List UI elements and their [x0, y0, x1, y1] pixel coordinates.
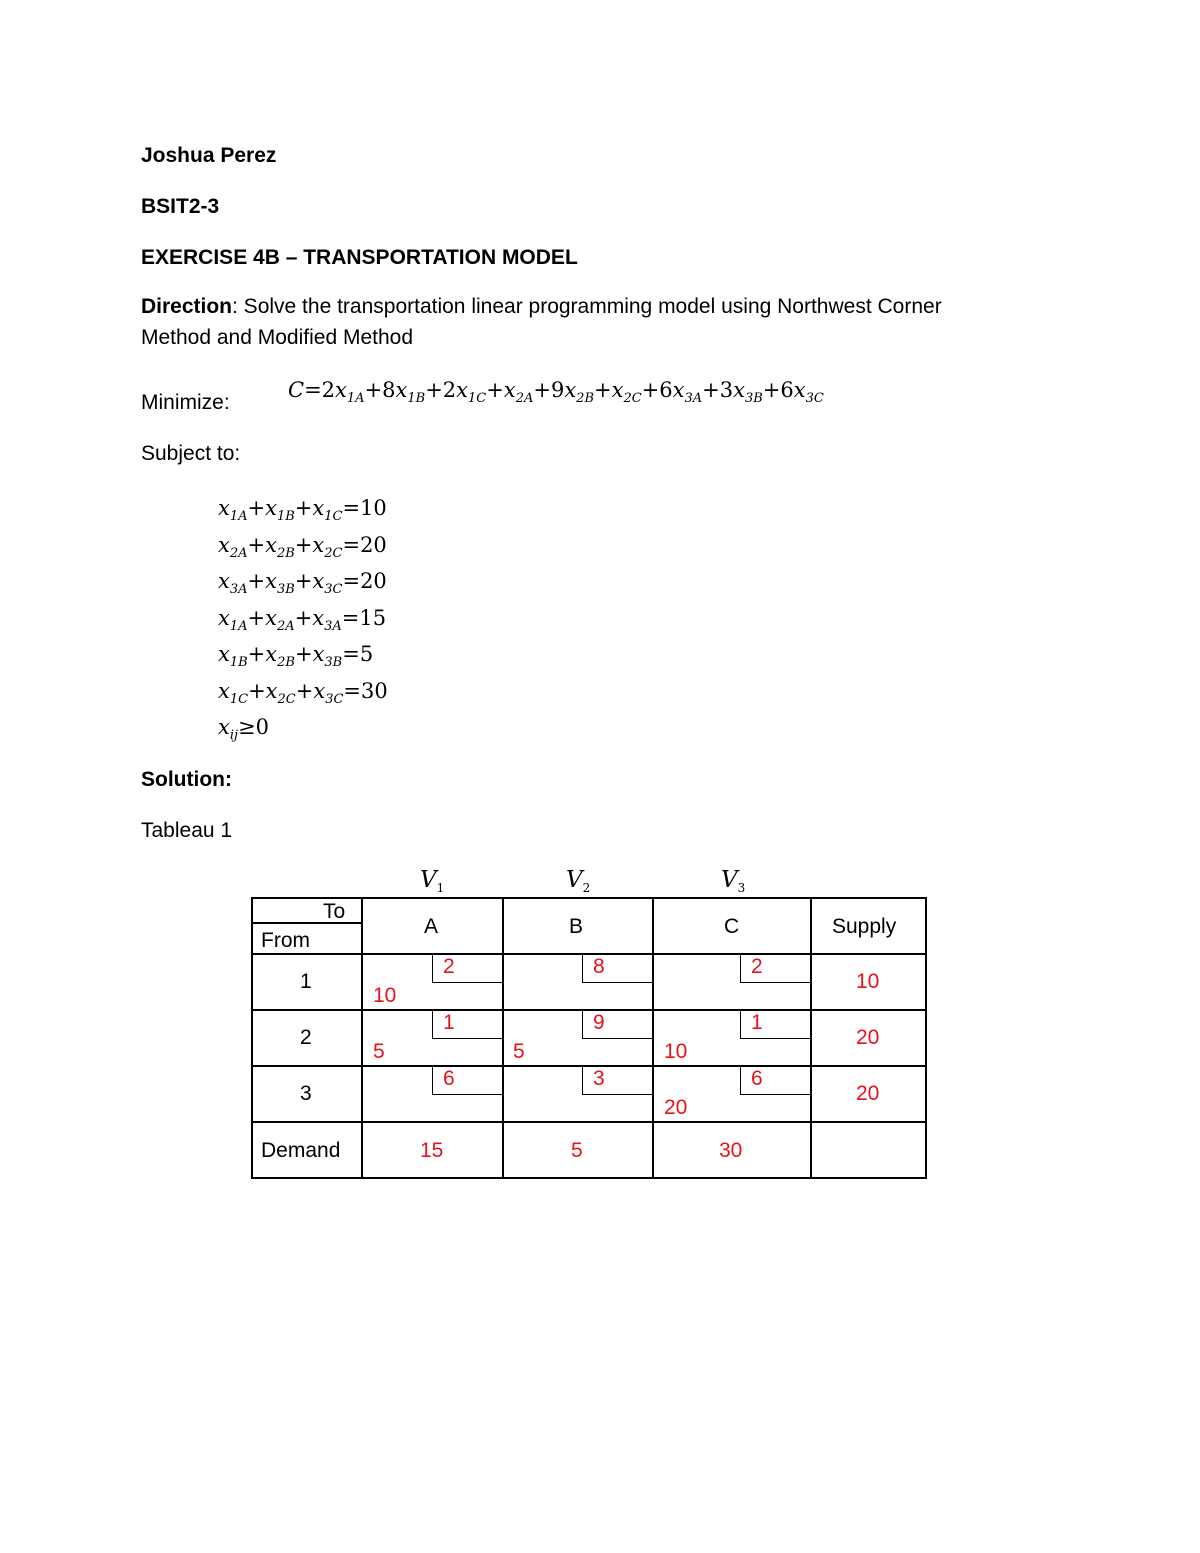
column-header-a: A [424, 915, 439, 938]
alloc-2c: 10 [664, 1040, 688, 1063]
grid-line [361, 897, 363, 1179]
grid-line [925, 897, 927, 1179]
corner-to: To [323, 900, 346, 923]
supply-header: Supply [832, 915, 897, 938]
objective-term: $=2x_{1A}$ [304, 378, 365, 406]
grid-line [251, 1177, 927, 1179]
objective-term: $+6x_{3A}$ [641, 378, 703, 406]
constraint-row: $x_{1A}+x_{2A}+x_{3A}=15$ [218, 605, 387, 634]
supply-2: 20 [856, 1026, 880, 1049]
objective-lhs: C [288, 378, 305, 402]
objective-function [288, 378, 824, 406]
column-header-c: C [724, 915, 740, 938]
constraint-list [218, 490, 388, 746]
objective-term: $+x_{2C}$ [594, 378, 642, 406]
cost-box-3c: 6 [740, 1067, 811, 1095]
constraint-row: $x_{3A}+x_{3B}+x_{3C}=20$ [218, 569, 387, 597]
tableau-label: Tableau 1 [141, 819, 233, 842]
objective-term: $+8x_{1B}$ [364, 378, 426, 406]
alloc-1a: 10 [373, 984, 397, 1007]
constraint-row: $x_{1B}+x_{2B}+x_{3B}=5$ [218, 642, 374, 670]
row-label-2: 2 [300, 1026, 312, 1049]
cost-box-2b: 9 [582, 1011, 653, 1039]
corner-divider [251, 922, 362, 924]
cost-box-2a: 1 [432, 1011, 503, 1039]
objective-term: $+2x_{1C}$ [425, 378, 487, 406]
grid-line [251, 897, 927, 899]
student-section: BSIT2-3 [141, 195, 220, 218]
alloc-3c: 20 [664, 1096, 688, 1119]
demand-label: Demand [261, 1139, 341, 1162]
cost-box-2c: 1 [740, 1011, 811, 1039]
alloc-2a: 5 [373, 1040, 385, 1063]
direction-line-2: Method and Modified Method [141, 326, 414, 349]
subject-to-label: Subject to: [141, 442, 241, 465]
constraint-row: $x_{1C}+x_{2C}+x_{3C}=30$ [218, 678, 388, 707]
minimize-label: Minimize: [141, 391, 230, 414]
constraint-row: $x_{2A}+x_{2B}+x_{2C}=20$ [218, 532, 387, 561]
alloc-2b: 5 [513, 1040, 525, 1063]
direction-text: : Solve the transportation linear programming model using Northwest Corner [232, 295, 942, 318]
student-name: Joshua Perez [141, 144, 277, 167]
exercise-title: EXERCISE 4B – TRANSPORTATION MODEL [141, 246, 578, 269]
grid-line [251, 1121, 927, 1123]
demand-b: 5 [571, 1139, 583, 1162]
supply-3: 20 [856, 1082, 880, 1105]
corner-from: From [261, 929, 310, 952]
v3-label: $V_3$ [721, 867, 746, 895]
transportation-tableau [251, 897, 927, 1179]
demand-a: 15 [420, 1139, 444, 1162]
direction-line-1 [141, 294, 942, 320]
cost-box-3b: 3 [582, 1067, 653, 1095]
v2-label: $V_2$ [566, 867, 591, 895]
supply-1: 10 [856, 970, 880, 993]
objective-term: $+6x_{3C}$ [762, 378, 824, 406]
objective-term: $+3x_{3B}$ [702, 378, 763, 406]
constraint-row: $x_{1A}+x_{1B}+x_{1C}=10$ [218, 496, 387, 524]
objective-term: $+x_{2A}$ [486, 378, 534, 406]
cost-box-1c: 2 [740, 955, 811, 983]
cost-box-3a: 6 [432, 1067, 503, 1095]
solution-label: Solution: [141, 768, 232, 791]
direction-label: Direction [141, 295, 233, 318]
cost-box-1a: 2 [432, 955, 503, 983]
demand-c: 30 [719, 1139, 743, 1162]
cost-box-1b: 8 [582, 955, 653, 983]
nonnegativity-constraint: $x_{ij}\ge 0$ [218, 715, 270, 743]
column-header-b: B [569, 915, 584, 938]
grid-line [251, 897, 253, 1179]
row-label-1: 1 [300, 970, 312, 993]
row-label-3: 3 [300, 1082, 312, 1105]
v1-label: $V_1$ [420, 867, 445, 895]
objective-term: $+9x_{2B}$ [533, 378, 594, 406]
